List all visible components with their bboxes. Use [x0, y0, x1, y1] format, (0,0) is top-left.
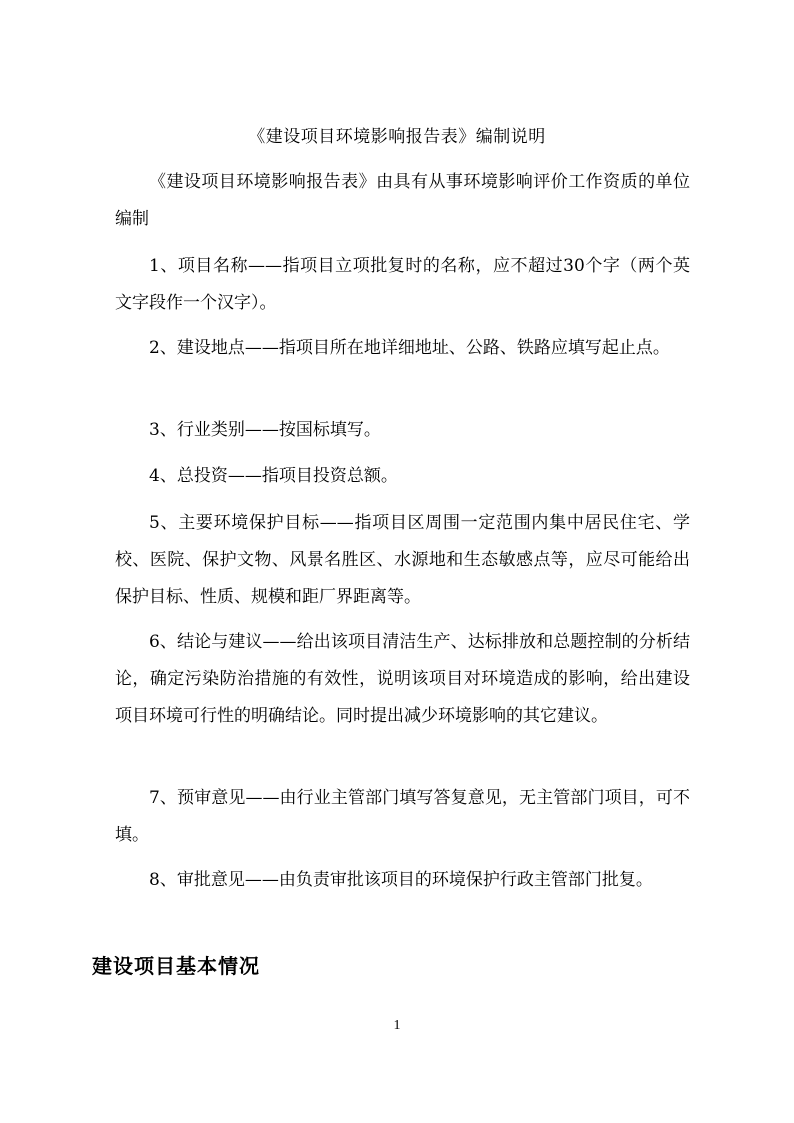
page-number: 1: [393, 1018, 401, 1033]
item-protection-targets: 5、主要环境保护目标——指项目区周围一定范围内集中居民住宅、学校、医院、保护文物、风景名胜区、水源地和生态敏感点等，应尽可能给出保护目标、性质、规模和距厂界距离等。: [115, 513, 690, 607]
section-heading: 建设项目基本情况: [92, 954, 260, 978]
item-project-name: 1、项目名称——指项目立项批复时的名称，应不超过30个字（两个英文字段作一个汉字）。: [115, 256, 690, 313]
document-title: 《建设项目环境影响报告表》编制说明: [248, 127, 546, 147]
item-pre-review: 7、预审意见——由行业主管部门填写答复意见，无主管部门项目，可不填。: [115, 788, 690, 845]
item-approval: 8、审批意见——由负责审批该项目的环境保护行政主管部门批复。: [149, 870, 653, 890]
item-total-investment: 4、总投资——指项目投资总额。: [149, 466, 398, 486]
intro-paragraph: 《建设项目环境影响报告表》由具有从事环境影响评价工作资质的单位编制: [115, 172, 690, 229]
item-construction-site: 2、建设地点——指项目所在地详细地址、公路、铁路应填写起止点。: [149, 338, 670, 358]
item-conclusions: 6、结论与建议——给出该项目清洁生产、达标排放和总题控制的分析结论，确定污染防治措施的有效性，说明该项目对环境造成的影响，给出建设项目环境可行性的明确结论。同时提出减少环境影响的其它建议。: [115, 632, 690, 726]
item-industry-category: 3、行业类别——按国标填写。: [149, 420, 381, 440]
